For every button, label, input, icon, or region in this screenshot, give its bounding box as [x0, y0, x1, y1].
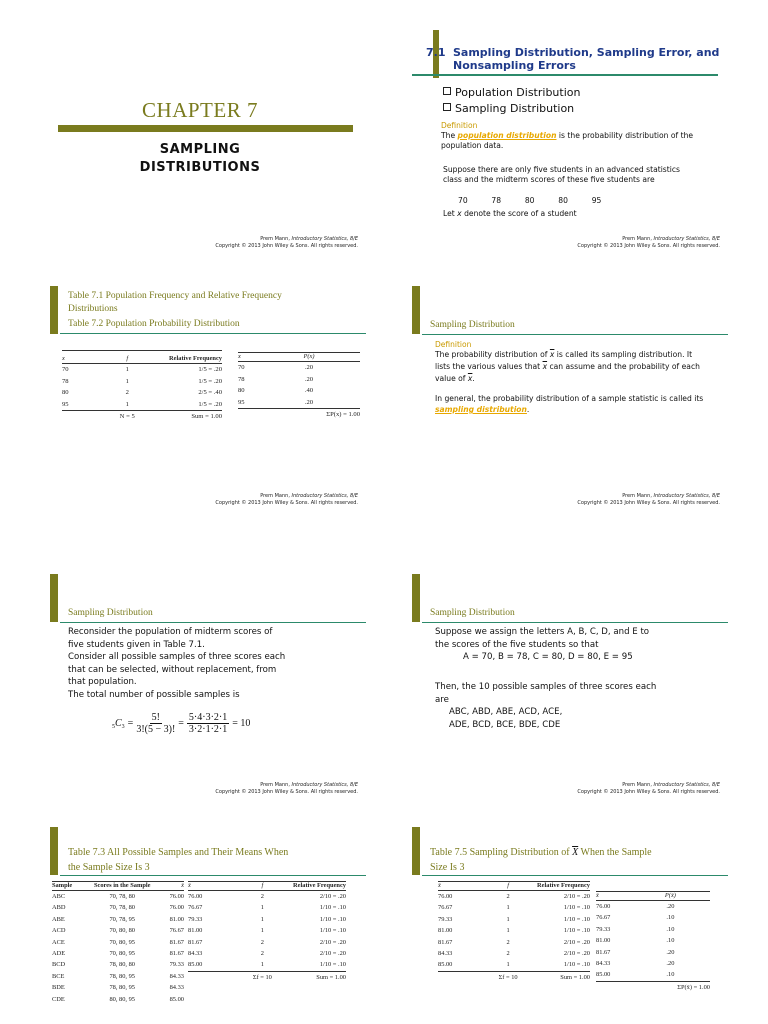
table-row: 79.33 .10: [596, 925, 675, 933]
slide-accent-bar: [50, 286, 58, 334]
section-number: 7.1: [426, 46, 446, 59]
bullet-population-distribution: Population Distribution: [443, 86, 580, 99]
definition-text: The probability distribution of $\overline{x}$ is called its sampling distribution. It lists the various values that $\overline{x}$ can assume and the probability of each value of $\overline{x}$.: [435, 350, 700, 383]
slide-footer: Prem Mann, Introductory Statistics, 8/E Copyright © 2013 John Wiley & Sons. All rights reserved.: [215, 782, 358, 795]
slide-title: Sampling Distribution: [68, 608, 153, 618]
table-row: 81.67 2 2/10 = .20: [438, 938, 590, 946]
square-bullet-icon: [443, 103, 451, 111]
slide-5-number-of-samples: [50, 574, 368, 834]
table-row: ABC 70, 78, 80 76.00: [52, 891, 184, 903]
table-7-5-title-line2: Size Is 3: [430, 862, 465, 873]
table-row: 95 1 1/5 = .20: [62, 400, 222, 408]
slide-footer: Prem Mann, Introductory Statistics, 8/E Copyright © 2013 John Wiley & Sons. All rights reserved.: [577, 782, 720, 795]
square-bullet-icon: [443, 87, 451, 95]
title-rule: [422, 622, 728, 623]
title-rule: [60, 875, 366, 876]
table-row: 81.00 .10: [596, 937, 675, 945]
table-row: 81.67 .20: [596, 948, 675, 956]
table-row: ABD 70, 78, 80 76.00: [52, 904, 184, 912]
chapter-title-line1: SAMPLING: [159, 142, 241, 157]
let-x-text: Let x denote the score of a student: [443, 209, 577, 218]
slide-accent-bar: [412, 827, 420, 875]
title-rule: [422, 334, 728, 335]
table-row: 85.00 .10: [596, 971, 675, 979]
table-row: BCD 78, 80, 80 79.33: [52, 961, 184, 969]
chapter-divider: [58, 125, 353, 132]
table-7-4: x̄ f Relative Frequency 76.00 2 2/10 = .20 76.67 1 1/10 = .10 79.33 1 1/10 = .10 81.00 1 1/10 = .10 81.67 2 2/10 = .20 84.33 2 2/10 = .20 85.00 1 1/10 = .10 Σf = 10 Sum = 1.00: [188, 881, 346, 983]
chapter-title-line2: DISTRIBUTIONS: [139, 160, 261, 175]
table-7-3-title-line1: Table 7.3 All Possible Samples and Their Means When: [68, 847, 289, 858]
definition-text: The population distribution is the probability distribution of the population data.: [441, 131, 694, 150]
table-row: 78 1 1/5 = .20: [62, 377, 222, 385]
table-row: 85.00 1 1/10 = .10: [188, 961, 346, 969]
samples-text: Then, the 10 possible samples of three scores each are ABC, ABD, ABE, ACD, ACE, ADE, BCD, BCE, BDE, CDE: [435, 682, 657, 730]
table-row: 95 .20: [238, 398, 314, 406]
slide-4-sampling-distribution-definition: [412, 286, 730, 546]
section-title-line2: Nonsampling Errors: [453, 59, 576, 72]
table-row: 80 .40: [238, 387, 314, 394]
table-row: 76.67 1 1/10 = .10: [438, 904, 590, 912]
table-row: 76.67 1 1/10 = .10: [188, 904, 346, 912]
scores-list: 70 78 80 80 95: [458, 196, 602, 205]
table-row: 79.33 1 1/10 = .10: [188, 915, 346, 923]
table-row: ADE 70, 80, 95 81.67: [52, 950, 184, 958]
title-rule: [60, 622, 366, 623]
table-7-2: x P(x) 70 .20 78 .20 80 .40 95 .20 ΣP(x) = 1.00: [238, 352, 360, 421]
section-title-line1: Sampling Distribution, Sampling Error, and: [453, 46, 720, 59]
slide-footer: Prem Mann, Introductory Statistics, 8/E Copyright © 2013 John Wiley & Sons. All rights reserved.: [215, 493, 358, 506]
table-row: 81.00 1 1/10 = .10: [188, 927, 346, 935]
table-7-2-title: Table 7.2 Population Probability Distribution: [68, 319, 240, 329]
table-row: 84.33 .20: [596, 960, 675, 968]
table-row: ACE 70, 80, 95 81.67: [52, 938, 184, 946]
table-7-1-title-line2: Distributions: [68, 304, 118, 314]
slide-accent-bar: [50, 574, 58, 622]
scores-intro: Suppose there are only five students in an advanced statistics class and the midterm scores of these five students are: [443, 165, 680, 184]
table-row: 84.33 2 2/10 = .20: [188, 950, 346, 958]
slide-8-sampling-distribution-of-mean: [412, 827, 730, 1024]
slide-accent-bar: [412, 286, 420, 334]
slide-6-letter-assignment: [412, 574, 730, 834]
slide-footer: Prem Mann, Introductory Statistics, 8/E Copyright © 2013 John Wiley & Sons. All rights reserved.: [577, 236, 720, 249]
table-row: 76.00 2 2/10 = .20: [438, 891, 590, 903]
section-rule: [412, 74, 718, 76]
table-total-row: ΣP(x̄) = 1.00: [596, 981, 710, 993]
table-row: CDE 80, 80, 95 85.00: [52, 995, 184, 1003]
table-total-row: ΣP(x) = 1.00: [238, 409, 360, 421]
table-row: 84.33 2 2/10 = .20: [438, 950, 590, 958]
table-row: ACD 70, 80, 80 76.67: [52, 927, 184, 935]
table-row: 70 1 1/5 = .20: [62, 364, 222, 376]
slide-title: Sampling Distribution: [430, 608, 515, 618]
table-total-row: N = 5 Sum = 1.00: [62, 411, 222, 423]
slide-accent-bar: [50, 827, 58, 875]
body-text: Suppose we assign the letters A, B, C, D, and E to the scores of the five students so that A = 70, B = 78, C = 80, D = 80, E = 95: [435, 627, 650, 662]
title-rule: [60, 333, 366, 334]
table-row: 80 2 2/5 = .40: [62, 389, 222, 396]
table-7-6: x̄ P(x̄) 76.00 .20 76.67 .10 79.33 .10 81.00 .10 81.67 .20 84.33 .20 85.00 .10 ΣP(x̄) = 1.00: [596, 891, 710, 993]
table-7-1: x f Relative Frequency 70 1 1/5 = .20 78 1 1/5 = .20 80 2 2/5 = .40 95 1 1/5 = .20 N = 5 Sum = 1.00: [62, 350, 222, 423]
table-row: 79.33 1 1/10 = .10: [438, 915, 590, 923]
table-row: 78 .20: [238, 375, 314, 383]
table-row: BDE 78, 80, 95 84.33: [52, 984, 184, 992]
table-7-3: Sample Scores in the Sample x̄ ABC 70, 78, 80 76.00 ABD 70, 78, 80 76.00 ABE 70, 78, 95 81.00 ACD 70, 80, 80 76.67 ACE 70, 80, 95 81.67 ADE 70, 80, 95 81.67 BCD 78, 80, 80 79.33 BCE 78, 80, 95 84.33 BDE 78, 80, 95 84.33 CDE 80, 80, 95 85.00: [52, 881, 184, 1005]
table-7-3-title-line2: the Sample Size Is 3: [68, 862, 150, 873]
table-7-5-title-line1: Table 7.5 Sampling Distribution of $\overline{X}$ When the Sample: [430, 847, 652, 858]
general-definition-text: In general, the probability distribution of a sample statistic is called its sampling distribution.: [435, 394, 704, 414]
slide-1-chapter-title: [50, 0, 368, 260]
body-text: Reconsider the population of midterm scores of five students given in Table 7.1. Consider all possible samples of three scores each that can be selected, without replacement, from that population. The total number of possible samples is: [68, 627, 286, 700]
slide-7-all-possible-samples: [50, 827, 368, 1024]
slide-title: Sampling Distribution: [430, 320, 515, 330]
chapter-heading: CHAPTER 7: [142, 98, 258, 122]
table-row: 70 .20: [238, 362, 360, 374]
definition-label: Definition: [441, 121, 478, 130]
definition-label: Definition: [435, 340, 472, 349]
bullet-sampling-distribution: Sampling Distribution: [443, 102, 574, 115]
table-row: 76.00 .20: [596, 901, 710, 913]
table-total-row: Σf = 10 Sum = 1.00: [438, 971, 590, 983]
table-row: 81.00 1 1/10 = .10: [438, 927, 590, 935]
table-row: ABE 70, 78, 95 81.00: [52, 915, 184, 923]
table-row: 76.00 2 2/10 = .20: [188, 891, 346, 903]
table-total-row: Σf = 10 Sum = 1.00: [188, 971, 346, 983]
slide-footer: Prem Mann, Introductory Statistics, 8/E Copyright © 2013 John Wiley & Sons. All rights reserved.: [577, 493, 720, 506]
table-row: 76.67 .10: [596, 914, 675, 922]
title-rule: [422, 875, 728, 876]
table-7-5: x̄ f Relative Frequency 76.00 2 2/10 = .20 76.67 1 1/10 = .10 79.33 1 1/10 = .10 81.00 1 1/10 = .10 81.67 2 2/10 = .20 84.33 2 2/10 = .20 85.00 1 1/10 = .10 Σf = 10 Sum = 1.00: [438, 881, 590, 983]
table-row: 85.00 1 1/10 = .10: [438, 961, 590, 969]
slide-3-population-tables: [50, 286, 368, 546]
slide-footer: Prem Mann, Introductory Statistics, 8/E Copyright © 2013 John Wiley & Sons. All rights reserved.: [215, 236, 358, 249]
table-row: 81.67 2 2/10 = .20: [188, 938, 346, 946]
table-row: BCE 78, 80, 95 84.33: [52, 972, 184, 980]
combination-formula: 5 C 3 = $\frac{5!}{3!(5 - 3)!}$ = $\frac{5\cdot 4\cdot 3\cdot 2\cdot 1}{3\cdot 2\cdot 1\cdot 2\cdot 1}$ = 10: [112, 712, 251, 735]
table-7-1-title-line1: Table 7.1 Population Frequency and Relative Frequency: [68, 291, 282, 301]
slide-accent-bar: [412, 574, 420, 622]
slide-2-section-7-1: [412, 0, 730, 260]
